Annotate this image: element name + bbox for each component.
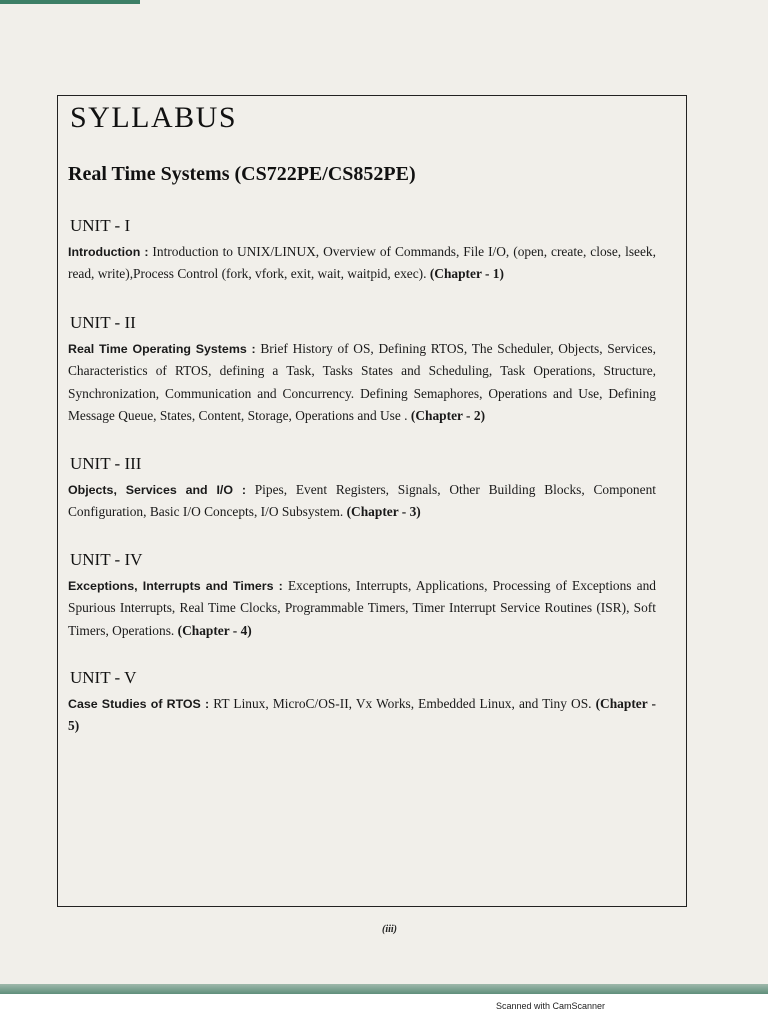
unit-section-1: [68, 216, 656, 286]
unit-title: UNIT - IV: [70, 550, 143, 569]
unit-section-5: [68, 668, 656, 738]
unit-chapter-ref: (Chapter - 3): [346, 504, 421, 520]
unit-content: Exceptions, Interrupts, Applications, Processing of Exceptions and Spurious Interrupts, Real Time Clocks, Programmable Timers, Timer Interrupt Service Routines (ISR), Soft Timers, Operations.: [68, 578, 656, 638]
unit-content: Pipes, Event Registers, Signals, Other Building Blocks, Component Configuration, Basic I/O Concepts, I/O Subsystem.: [68, 482, 656, 520]
page-heading: SYLLABUS: [70, 101, 238, 134]
unit-chapter-ref: (Chapter - 4): [177, 622, 252, 638]
unit-section-4: [68, 550, 656, 642]
unit-title: UNIT - I: [70, 216, 131, 235]
scan-edge-bottom: [0, 984, 768, 994]
unit-topic: Objects, Services and I/O :: [68, 483, 246, 497]
unit-title: UNIT - II: [70, 313, 136, 332]
unit-body: [68, 575, 656, 642]
unit-chapter-ref: (Chapter - 5): [68, 696, 656, 734]
page-number: (iii): [382, 924, 397, 935]
unit-chapter-ref: (Chapter - 1): [429, 266, 504, 282]
subject-title: Real Time Systems (CS722PE/CS852PE): [68, 163, 416, 185]
unit-topic: Exceptions, Interrupts and Timers :: [68, 579, 283, 593]
unit-content: Brief History of OS, Defining RTOS, The Scheduler, Objects, Services, Characteristics of RTOS, defining a Task, Tasks States and Scheduling, Task Operations, Structure, Synchronization, Communication and Concurrency. Defining Semaphores, Operations and Use, Defining Message Queue, States, Content, Storage, Operations and Use .: [68, 341, 656, 424]
unit-topic: Real Time Operating Systems :: [68, 342, 256, 356]
unit-topic: Introduction :: [68, 245, 149, 259]
unit-title: UNIT - V: [70, 668, 137, 687]
scan-footer: [0, 994, 768, 1024]
unit-topic: Case Studies of RTOS :: [68, 697, 210, 711]
unit-title: UNIT - III: [70, 454, 142, 473]
unit-section-3: [68, 454, 656, 524]
unit-body: [68, 693, 656, 738]
unit-body: [68, 479, 656, 524]
unit-content: Introduction to UNIX/LINUX, Overview of Commands, File I/O, (open, create, close, lseek, read, write),Process Control (fork, vfork, exit, wait, waitpid, exec).: [68, 244, 656, 282]
unit-body: [68, 241, 656, 286]
unit-section-2: [68, 313, 656, 428]
unit-content: RT Linux, MicroC/OS-II, Vx Works, Embedded Linux, and Tiny OS.: [213, 696, 592, 711]
unit-chapter-ref: (Chapter - 2): [410, 408, 486, 424]
scan-edge-top: [0, 0, 140, 4]
unit-body: [68, 338, 656, 428]
scanner-watermark: Scanned with CamScanner: [496, 1001, 606, 1011]
